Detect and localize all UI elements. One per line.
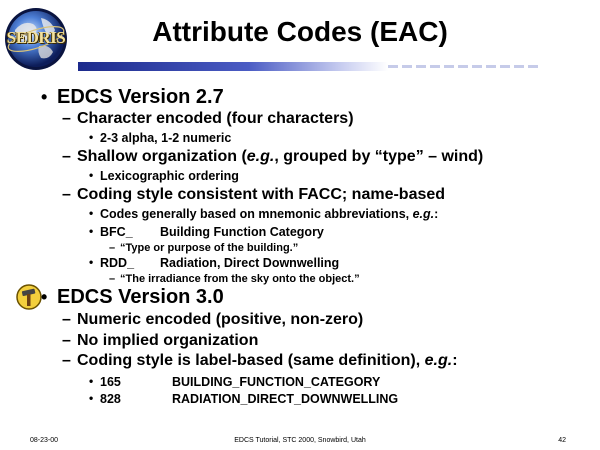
item-rdd: [89, 255, 340, 270]
dash-mark: –: [109, 242, 116, 254]
bullet-dot: •: [89, 168, 94, 182]
dash-mark: –: [62, 332, 71, 349]
text-part: Coding style is label-based (same definition),: [77, 352, 425, 369]
def-bfc: [109, 242, 299, 254]
code-bfc: BFC_: [100, 225, 133, 239]
bullet-text: Coding style consistent with FACC; name-based: [77, 186, 446, 203]
bullet-text: 2-3 alpha, 1-2 numeric: [100, 131, 232, 145]
bullet-text: EDCS Version 2.7: [57, 86, 224, 108]
bullet-edcs-27: [41, 86, 224, 109]
item-code-828: [89, 391, 399, 406]
logo-text: SEDRIS: [6, 28, 66, 47]
def-rdd: [109, 273, 360, 285]
bullet-dot: •: [89, 130, 94, 144]
title-underline-fade: [388, 65, 538, 68]
page-title: Attribute Codes (EAC): [152, 16, 448, 47]
footer-date: 08-23-00: [30, 437, 59, 444]
code-name: RADIATION_DIRECT_DOWNWELLING: [172, 392, 399, 406]
code-name: BUILDING_FUNCTION_CATEGORY: [172, 375, 381, 389]
dash-mark: –: [62, 186, 71, 203]
bullet-text: Lexicographic ordering: [100, 169, 239, 183]
definition-text: “Type or purpose of the building.”: [120, 242, 299, 254]
eg-italic: e.g.: [424, 352, 453, 369]
bullet-text: EDCS Version 3.0: [57, 286, 224, 308]
bullet-dot: •: [41, 287, 48, 307]
dash-mark: –: [62, 311, 71, 328]
item-code-165: [89, 374, 381, 389]
subbullet-label-based: [62, 352, 458, 370]
footer-page-number: 42: [558, 437, 566, 444]
bullet-dot: •: [41, 87, 48, 107]
text-part: , grouped by “type” – wind): [274, 148, 484, 165]
bullet-text: Character encoded (four characters): [77, 110, 354, 127]
text-part: :: [452, 352, 458, 369]
item-lexicographic: [89, 168, 239, 183]
bullet-dot: •: [89, 391, 94, 405]
title-underline: [78, 62, 388, 71]
dash-mark: –: [62, 352, 71, 369]
bullet-text: Numeric encoded (positive, non-zero): [77, 311, 364, 328]
subbullet-shallow-org: [62, 148, 484, 166]
text-part: Shallow organization (: [77, 148, 247, 165]
subbullet-coding-style: [62, 186, 446, 204]
code-name: Building Function Category: [160, 225, 324, 239]
dash-mark: –: [62, 148, 71, 165]
bullet-dot: •: [89, 224, 94, 238]
code-165: 165: [100, 375, 121, 389]
bullet-dot: •: [89, 206, 94, 220]
item-bfc: [89, 224, 324, 239]
dash-mark: –: [62, 110, 71, 127]
code-name: Radiation, Direct Downwelling: [160, 256, 340, 270]
bullet-edcs-30: [41, 286, 224, 309]
text-part: :: [434, 207, 439, 221]
code-rdd: RDD_: [100, 256, 135, 270]
bullet-text: No implied organization: [77, 332, 259, 349]
definition-text: “The irradiance from the sky onto the object.”: [120, 273, 360, 285]
bullet-dot: •: [89, 374, 94, 388]
eg-italic: e.g.: [412, 207, 435, 221]
item-alpha-numeric: [89, 130, 232, 145]
hammer-icon: [16, 284, 42, 310]
subbullet-char-encoded: [62, 110, 354, 128]
dash-mark: –: [109, 273, 116, 285]
bullet-dot: •: [89, 255, 94, 269]
text-part: Codes generally based on mnemonic abbreviations,: [100, 207, 413, 221]
subbullet-numeric: [62, 311, 364, 329]
footer-event: EDCS Tutorial, STC 2000, Snowbird, Utah: [234, 437, 366, 444]
subbullet-no-implied: [62, 332, 259, 350]
code-828: 828: [100, 392, 121, 406]
item-codes-based: [89, 206, 439, 221]
eg-italic: e.g.: [246, 148, 275, 165]
